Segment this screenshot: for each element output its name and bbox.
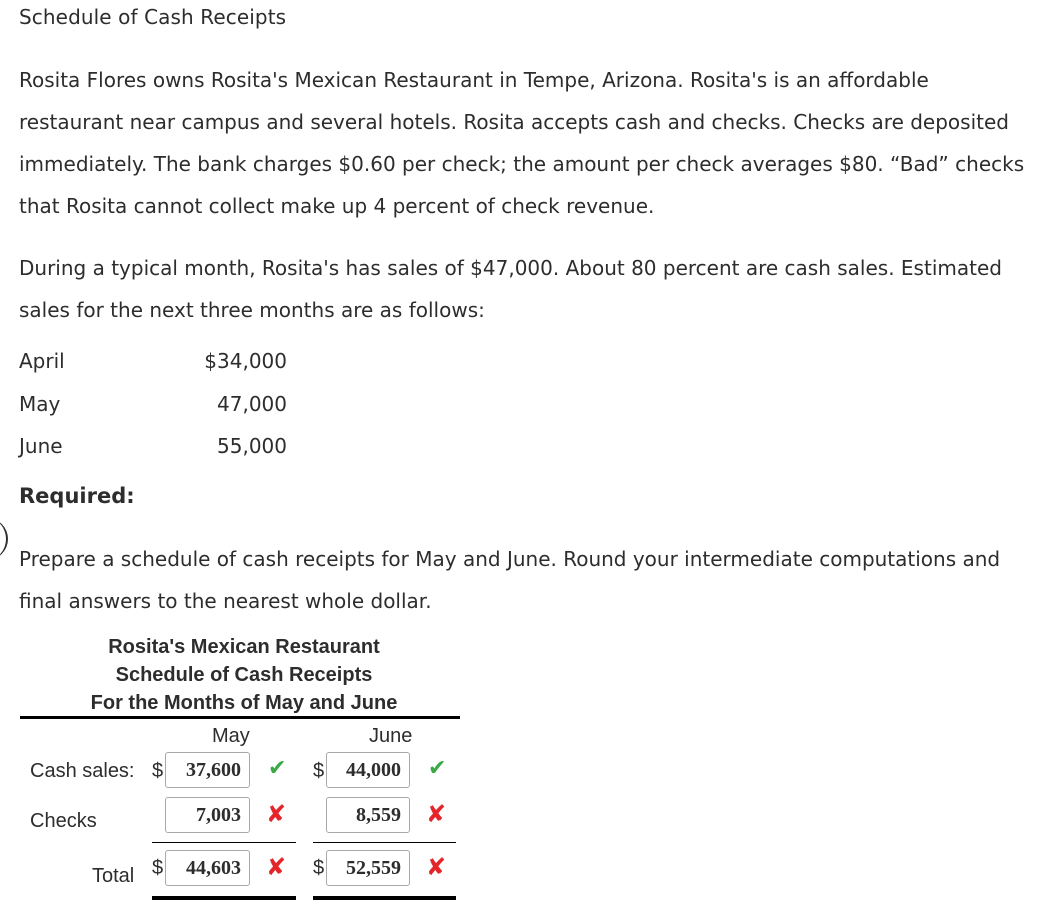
sales-month-may: May	[19, 392, 61, 416]
dollar-sign-total-june: $	[313, 857, 325, 879]
cash-sales-june-input[interactable]: 44,000	[326, 752, 410, 788]
sales-amount-april: $34,000	[204, 349, 287, 373]
schedule-title-period: For the Months of May and June	[90, 692, 398, 714]
cash-sales-may-input[interactable]: 37,600	[165, 752, 250, 788]
dollar-sign-cash-may: $	[152, 760, 164, 782]
subtotal-rule-june	[313, 842, 456, 843]
column-header-may: May	[212, 725, 250, 747]
cross-icon: ✘	[266, 853, 287, 881]
check-icon: ✔	[428, 756, 447, 781]
check-icon: ✔	[268, 756, 287, 781]
row-label-checks: Checks	[30, 810, 97, 832]
total-june-input[interactable]: 52,559	[326, 850, 410, 886]
sales-amount-may: 47,000	[217, 392, 287, 416]
page-heading: Schedule of Cash Receipts	[19, 5, 287, 29]
subtotal-rule-may	[152, 842, 296, 843]
checks-may-input[interactable]: 7,003	[165, 797, 250, 833]
row-label-total: Total	[92, 865, 135, 887]
schedule-header-rule	[20, 716, 460, 719]
dollar-sign-cash-june: $	[313, 760, 325, 782]
required-label: Required:	[19, 484, 135, 508]
total-double-rule-may	[152, 896, 296, 900]
checks-june-input[interactable]: 8,559	[326, 797, 410, 833]
cross-icon: ✘	[426, 800, 447, 828]
sales-amount-june: 55,000	[217, 434, 287, 458]
row-label-cash-sales: Cash sales:	[30, 760, 135, 782]
schedule-title-company: Rosita's Mexican Restaurant	[108, 636, 380, 658]
problem-paragraph-1: Rosita Flores owns Rosita's Mexican Restaurant in Tempe, Arizona. Rosita's is an affordable restaurant near campus and several hotels. Rosita accepts cash and checks. Checks are deposited immediately. The bank charges $0.60 per check; the amount per check averages $80. “Bad” checks that Rosita cannot collect make up 4 percent of check revenue.	[19, 68, 1025, 218]
column-header-june: June	[369, 725, 413, 747]
instructions-paragraph: Prepare a schedule of cash receipts for May and June. Round your intermediate computations and final answers to the nearest whole dollar.	[19, 547, 1001, 613]
dollar-sign-total-may: $	[152, 857, 164, 879]
total-may-input[interactable]: 44,603	[165, 850, 250, 886]
left-margin-bracket	[0, 518, 8, 560]
total-double-rule-june	[313, 896, 456, 900]
cross-icon: ✘	[266, 800, 287, 828]
sales-month-april: April	[19, 349, 65, 373]
problem-paragraph-2: During a typical month, Rosita's has sales of $47,000. About 80 percent are cash sales. Estimated sales for the next three months are as follows:	[19, 256, 1002, 322]
schedule-title-name: Schedule of Cash Receipts	[115, 664, 373, 686]
cross-icon: ✘	[426, 853, 447, 881]
sales-month-june: June	[19, 434, 63, 458]
